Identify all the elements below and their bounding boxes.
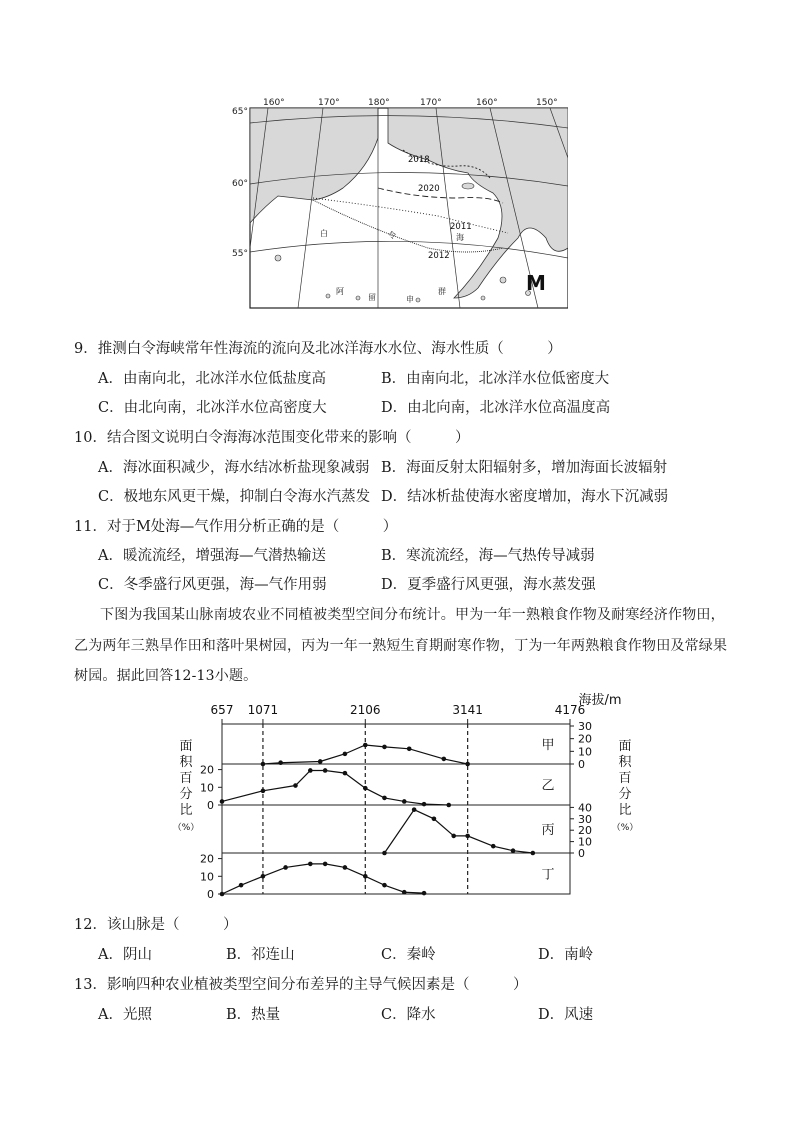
passage-line: 乙为两年三熟旱作田和落叶果树园，丙为一年一熟短生育期耐寒作物，丁为一年两熟粮食作物田及常绿果 — [74, 638, 728, 654]
series-label-丙: 丙 — [541, 823, 555, 838]
data-point — [363, 743, 368, 748]
data-point — [220, 799, 225, 804]
data-point — [422, 891, 427, 896]
y-tick-label: 0 — [578, 758, 585, 771]
option-c: C．降水 — [381, 1007, 436, 1023]
lon-label: 150° — [536, 98, 558, 108]
data-point — [531, 851, 536, 856]
y-tick-label: 20 — [200, 852, 214, 866]
data-point — [323, 862, 328, 867]
lon-labels — [263, 98, 558, 108]
option-a: A．暖流流经，增强海—气潜热输送 — [98, 548, 326, 564]
data-point — [343, 865, 348, 870]
option-a: A．光照 — [98, 1007, 152, 1023]
option-d: D．由北向南，北冰洋水位高温度高 — [381, 400, 611, 416]
year-label-2011: 2011 — [450, 222, 472, 232]
y-tick-label: 40 — [578, 801, 592, 815]
island-commander — [275, 255, 281, 261]
lon-label: 170° — [420, 98, 442, 108]
y-tick-label: 0 — [207, 799, 214, 812]
question-stem: 9．推测白令海峡常年性海流的流向及北冰洋海水水位、海水性质（ ） — [74, 341, 562, 357]
y-axis-label-left-char: （%） — [172, 823, 200, 833]
data-point — [446, 803, 451, 808]
data-point — [382, 851, 387, 856]
data-point — [308, 862, 313, 867]
y-tick-label: 10 — [578, 835, 592, 849]
option-d: D．结冰析盐使海水密度增加，海水下沉减弱 — [381, 489, 669, 505]
y-axis-label-right-char: 分 — [618, 787, 632, 802]
y-tick-label: 10 — [200, 781, 214, 795]
data-point — [363, 786, 368, 791]
data-point — [465, 762, 470, 767]
island — [416, 298, 420, 302]
year-label-2012: 2012 — [428, 251, 450, 261]
option-c: C．极地东风更干燥，抑制白令海水汽蒸发 — [98, 489, 371, 505]
data-point — [402, 890, 407, 895]
passage-line: 下图为我国某山脉南坡农业不同植被类型空间分布统计。甲为一年一熟粮食作物及耐寒经济作物田， — [100, 607, 725, 623]
option-a: A．阴山 — [98, 947, 152, 963]
y-axis-label-right-char: 比 — [618, 803, 632, 818]
y-tick-label: 20 — [200, 763, 214, 777]
y-axis-label-right-char: 面 — [618, 739, 632, 754]
question-stem: 13．影响四种农业植被类型空间分布差异的主导气候因素是（ ） — [74, 977, 528, 993]
data-point — [442, 757, 447, 762]
y-tick-label: 30 — [578, 720, 592, 733]
option-b: B．祁连山 — [226, 947, 295, 963]
data-point — [363, 874, 368, 879]
island — [356, 296, 360, 300]
x-tick-label: 3141 — [452, 703, 483, 717]
y-tick-label: 20 — [578, 824, 592, 838]
data-point — [382, 796, 387, 801]
option-c: C．冬季盛行风更强，海—气作用弱 — [98, 577, 327, 593]
y-tick-label: 0 — [578, 847, 585, 860]
x-tick-label: 1071 — [247, 703, 279, 717]
data-point — [278, 760, 283, 765]
island-label-char: 申 — [406, 295, 414, 304]
island — [326, 294, 330, 298]
data-point — [402, 799, 407, 804]
y-tick-label: 20 — [578, 732, 592, 746]
data-point — [432, 817, 437, 822]
question-stem: 12．该山脉是（ ） — [74, 917, 238, 933]
passage-line: 树园。据此回答12-13小题。 — [74, 668, 258, 684]
data-point — [382, 883, 387, 888]
data-point — [220, 892, 225, 897]
data-point — [239, 883, 244, 888]
lat-label: 60° — [232, 179, 248, 189]
map-svg — [228, 98, 568, 314]
lon-label: 160° — [263, 98, 285, 108]
option-b: B．热量 — [226, 1007, 281, 1023]
m-marker-label: M — [526, 271, 546, 295]
y-axis-label-left-char: 比 — [179, 803, 193, 818]
series-line-丁 — [222, 864, 424, 894]
island-label-char: 群 — [438, 287, 446, 296]
series-label-甲: 甲 — [541, 738, 555, 753]
data-point — [261, 789, 266, 794]
option-d: D．风速 — [538, 1007, 594, 1023]
island-label-char: 阿 — [336, 287, 344, 296]
data-point — [422, 802, 427, 807]
data-point — [283, 865, 288, 870]
lat-label: 65° — [232, 107, 248, 117]
x-tick-label: 2106 — [350, 703, 381, 717]
y-axis-label-right-char: 百 — [618, 771, 632, 786]
data-point — [343, 752, 348, 757]
option-b: B．寒流流经，海—气热传导减弱 — [381, 548, 595, 564]
island-label-char: 留 — [368, 293, 376, 302]
option-b: B．由南向北，北冰洋水位低密度大 — [381, 371, 610, 387]
option-d: D．夏季盛行风更强，海水蒸发强 — [381, 577, 596, 593]
y-tick-label: 10 — [200, 870, 214, 884]
sea-label-char: 令 — [388, 231, 396, 240]
option-d: D．南岭 — [538, 947, 594, 963]
question-stem: 10．结合图文说明白令海海冰范围变化带来的影响（ ） — [74, 430, 470, 446]
y-axis-label-right-char: （%） — [611, 823, 639, 833]
lat-label: 55° — [232, 249, 248, 259]
option-a: A．由南向北，北冰洋水位低盐度高 — [98, 371, 326, 387]
y-axis-label-left-char: 分 — [179, 787, 193, 802]
chart-svg — [170, 688, 640, 904]
series-line-丙 — [384, 810, 532, 853]
island-st-lawrence — [462, 183, 474, 189]
data-point — [491, 844, 496, 849]
series-label-乙: 乙 — [541, 778, 555, 794]
data-point — [465, 834, 470, 839]
year-label-2018: 2018 — [408, 155, 430, 165]
y-tick-label: 30 — [578, 812, 592, 826]
data-point — [323, 768, 328, 773]
data-point — [511, 848, 516, 853]
island — [481, 296, 485, 300]
island — [500, 277, 506, 283]
altitude-chart — [170, 688, 640, 904]
chart-frame — [222, 724, 570, 894]
lon-label: 160° — [476, 98, 498, 108]
data-point — [412, 807, 417, 812]
data-point — [308, 768, 313, 773]
lon-label: 170° — [318, 98, 340, 108]
data-point — [382, 745, 387, 750]
data-point — [261, 762, 266, 767]
lat-labels — [232, 107, 248, 259]
bering-sea-map — [228, 98, 568, 314]
series-line-乙 — [222, 770, 449, 805]
option-b: B．海面反射太阳辐射多，增加海面长波辐射 — [381, 460, 668, 476]
y-axis-label-left-char: 积 — [179, 755, 193, 770]
y-tick-label: 10 — [578, 745, 592, 759]
y-axis-label-right-char: 积 — [618, 755, 632, 770]
x-tick-label: 657 — [210, 703, 234, 717]
sea-label-char: 白 — [320, 229, 328, 238]
series-label-丁: 丁 — [541, 867, 555, 883]
data-point — [293, 783, 298, 788]
data-point — [318, 759, 323, 764]
data-point — [451, 834, 456, 839]
year-label-2020: 2020 — [418, 184, 440, 194]
sea-label-char: 海 — [456, 233, 464, 242]
data-point — [343, 771, 348, 776]
question-stem: 11．对于M处海—气作用分析正确的是（ ） — [74, 519, 398, 535]
option-c: C．秦岭 — [381, 947, 436, 963]
y-tick-label: 0 — [207, 888, 214, 901]
data-point — [261, 874, 266, 879]
option-c: C．由北向南，北冰洋水位高密度大 — [98, 400, 327, 416]
option-a: A．海冰面积减少，海水结冰析盐现象减弱 — [98, 460, 370, 476]
lon-label: 180° — [368, 98, 390, 108]
y-axis-label-left-char: 百 — [179, 771, 193, 786]
data-point — [407, 747, 412, 752]
y-axis-label-left-char: 面 — [179, 739, 193, 754]
x-tick-label: 4176 — [554, 703, 586, 717]
x-axis-label: 海拔/m — [578, 693, 622, 708]
